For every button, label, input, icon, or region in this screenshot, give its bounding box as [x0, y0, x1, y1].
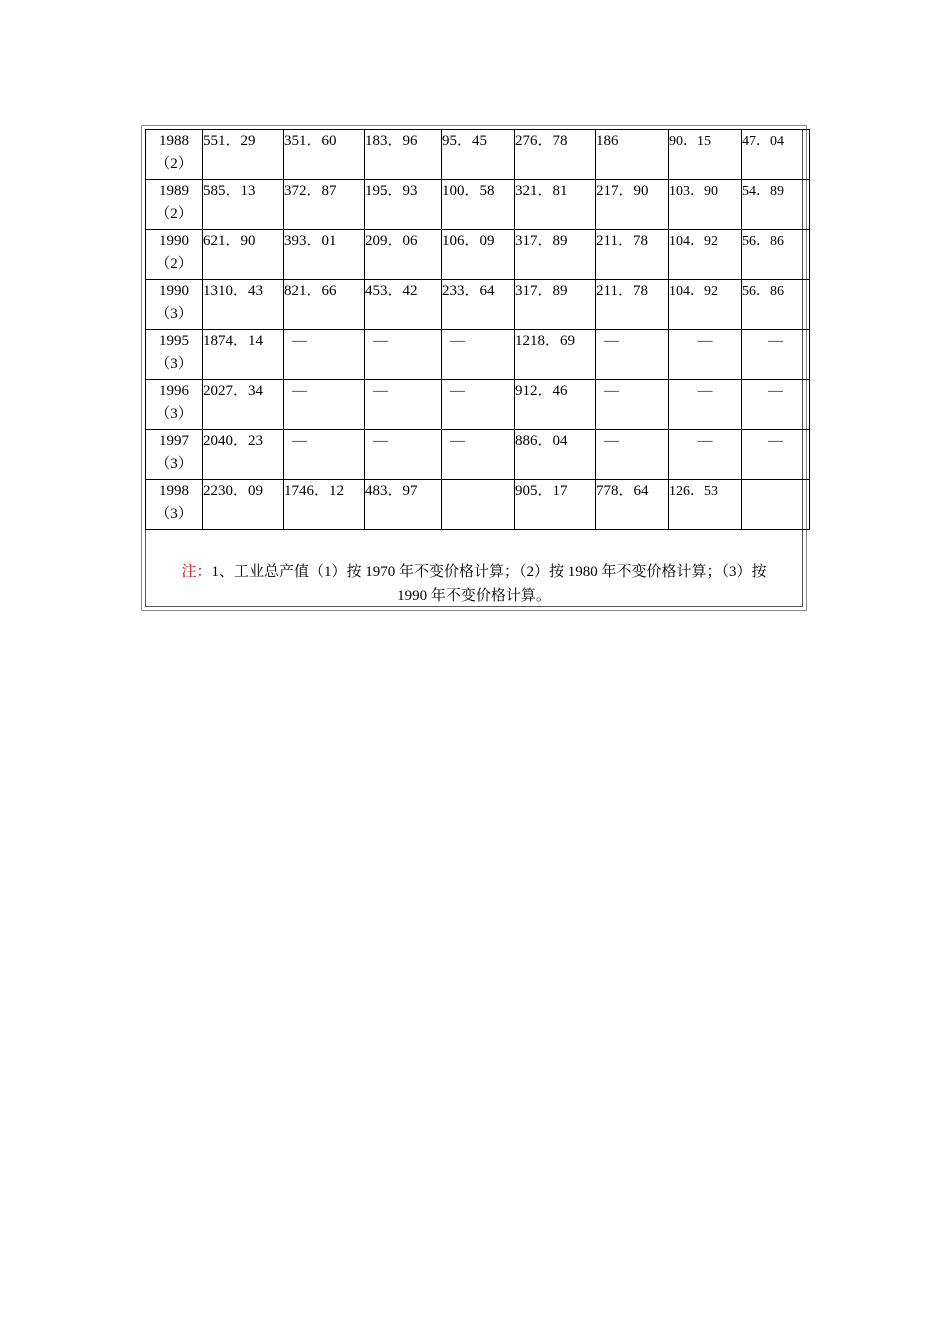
value-cell-col2 [284, 230, 365, 280]
cell-value: 551．29 [203, 133, 256, 149]
cell-value: 211．78 [596, 283, 648, 299]
value-cell-col5 [515, 430, 596, 480]
price-basis: （2） [155, 206, 193, 222]
table-row [146, 380, 810, 430]
footnote-label: 注： [181, 564, 212, 580]
cell-value: — [292, 433, 307, 449]
price-basis: （3） [155, 406, 193, 422]
value-cell-col6 [596, 280, 669, 330]
cell-value: 1746．12 [284, 483, 345, 499]
table-row [146, 280, 810, 330]
year-value: 1996 [159, 383, 189, 399]
cell-value: 183．96 [365, 133, 418, 149]
value-cell-col3 [365, 180, 442, 230]
year-cell [146, 380, 203, 430]
value-cell-col6 [596, 430, 669, 480]
value-cell-col6 [596, 230, 669, 280]
cell-value: 621．90 [203, 233, 256, 249]
cell-value: — [373, 383, 388, 399]
cell-value: 95．45 [442, 133, 488, 149]
cell-value: — [768, 333, 783, 349]
value-cell-col8 [742, 480, 810, 530]
value-cell-col7 [669, 380, 742, 430]
value-cell-col1 [203, 330, 284, 380]
table-inner [145, 129, 803, 607]
cell-value: 217．90 [596, 183, 649, 199]
footnote-line-2: 1990 年不变价格计算。 [397, 588, 551, 604]
year-value: 1989 [159, 183, 189, 199]
year-cell [146, 280, 203, 330]
value-cell-col4 [442, 330, 515, 380]
value-cell-col1 [203, 230, 284, 280]
value-cell-col2 [284, 130, 365, 180]
value-cell-col2 [284, 280, 365, 330]
value-cell-col2 [284, 380, 365, 430]
cell-value: 90．15 [669, 134, 711, 149]
cell-value: 104．92 [669, 284, 718, 299]
cell-value: 195．93 [365, 183, 418, 199]
value-cell-col1 [203, 180, 284, 230]
table-frame [141, 125, 807, 611]
value-cell-col7 [669, 430, 742, 480]
data-table [145, 129, 810, 530]
value-cell-col4 [442, 430, 515, 480]
value-cell-col2 [284, 480, 365, 530]
value-cell-col6 [596, 380, 669, 430]
value-cell-col3 [365, 130, 442, 180]
cell-value: 1218．69 [515, 333, 576, 349]
cell-value: 1310．43 [203, 283, 264, 299]
value-cell-col5 [515, 180, 596, 230]
value-cell-col4 [442, 230, 515, 280]
cell-value: 2230．09 [203, 483, 264, 499]
cell-value: 483．97 [365, 483, 418, 499]
value-cell-col1 [203, 480, 284, 530]
cell-value: 351．60 [284, 133, 337, 149]
cell-value: 56．86 [742, 234, 784, 249]
value-cell-col5 [515, 330, 596, 380]
value-cell-col5 [515, 380, 596, 430]
cell-value: — [697, 333, 713, 349]
cell-value: — [450, 333, 465, 349]
year-cell [146, 180, 203, 230]
value-cell-col3 [365, 280, 442, 330]
cell-value: — [373, 333, 388, 349]
table-row [146, 180, 810, 230]
value-cell-col3 [365, 430, 442, 480]
cell-value: 126．53 [669, 484, 718, 499]
cell-value: — [604, 383, 619, 399]
cell-value: 886．04 [515, 433, 568, 449]
value-cell-col1 [203, 430, 284, 480]
cell-value: 209．06 [365, 233, 418, 249]
cell-value: 372．87 [284, 183, 337, 199]
value-cell-col4 [442, 380, 515, 430]
value-cell-col3 [365, 330, 442, 380]
cell-value: 778．64 [596, 483, 649, 499]
price-basis: （2） [155, 256, 193, 272]
value-cell-col3 [365, 480, 442, 530]
value-cell-col7 [669, 280, 742, 330]
cell-value: — [373, 433, 388, 449]
cell-value: 103．90 [669, 184, 718, 199]
year-cell [146, 130, 203, 180]
value-cell-col5 [515, 480, 596, 530]
cell-value: — [292, 333, 307, 349]
cell-value: 453．42 [365, 283, 418, 299]
price-basis: （2） [155, 156, 193, 172]
value-cell-col8 [742, 380, 810, 430]
price-basis: （3） [155, 356, 193, 372]
value-cell-col3 [365, 230, 442, 280]
value-cell-col8 [742, 230, 810, 280]
value-cell-col5 [515, 230, 596, 280]
value-cell-col8 [742, 130, 810, 180]
footnote-text-1: 1、工业总产值（1）按 1970 年不变价格计算；（2）按 1980 年不变价格计算；（3）按 [211, 564, 767, 580]
cell-value: — [768, 383, 783, 399]
table-row [146, 430, 810, 480]
year-value: 1995 [159, 333, 189, 349]
value-cell-col1 [203, 380, 284, 430]
table-row [146, 480, 810, 530]
footnote [146, 560, 802, 608]
cell-value [742, 480, 809, 482]
cell-value: 912．46 [515, 383, 568, 399]
cell-value: 56．86 [742, 284, 784, 299]
cell-value: 100．58 [442, 183, 495, 199]
value-cell-col7 [669, 230, 742, 280]
value-cell-col2 [284, 180, 365, 230]
cell-value: — [697, 433, 713, 449]
year-value: 1990 [159, 233, 189, 249]
cell-value: 905．17 [515, 483, 568, 499]
value-cell-col4 [442, 130, 515, 180]
cell-value: — [450, 383, 465, 399]
value-cell-col4 [442, 480, 515, 530]
value-cell-col5 [515, 280, 596, 330]
value-cell-col8 [742, 180, 810, 230]
year-cell [146, 430, 203, 480]
value-cell-col6 [596, 130, 669, 180]
value-cell-col8 [742, 330, 810, 380]
footnote-line-1 [146, 560, 802, 584]
value-cell-col7 [669, 130, 742, 180]
cell-value: 106．09 [442, 233, 495, 249]
year-value: 1990 [159, 283, 189, 299]
cell-value: 186 [596, 133, 619, 149]
cell-value: 321．81 [515, 183, 568, 199]
year-cell [146, 230, 203, 280]
cell-value: 2027．34 [203, 383, 264, 399]
cell-value: 211．78 [596, 233, 648, 249]
cell-value: 585．13 [203, 183, 256, 199]
cell-value: — [604, 433, 619, 449]
value-cell-col1 [203, 280, 284, 330]
value-cell-col6 [596, 480, 669, 530]
cell-value: — [292, 383, 307, 399]
cell-value: 47．04 [742, 134, 784, 149]
cell-value: 1874．14 [203, 333, 264, 349]
year-cell [146, 480, 203, 530]
cell-value: — [604, 333, 619, 349]
value-cell-col4 [442, 280, 515, 330]
table-row [146, 330, 810, 380]
cell-value: 317．89 [515, 283, 568, 299]
cell-value: — [450, 433, 465, 449]
cell-value: 233．64 [442, 283, 495, 299]
cell-value: 104．92 [669, 234, 718, 249]
year-value: 1988 [159, 133, 189, 149]
cell-value: 317．89 [515, 233, 568, 249]
value-cell-col4 [442, 180, 515, 230]
cell-value: 276．78 [515, 133, 568, 149]
year-cell [146, 330, 203, 380]
value-cell-col6 [596, 330, 669, 380]
price-basis: （3） [155, 456, 193, 472]
table-body [146, 130, 810, 530]
table-row [146, 230, 810, 280]
value-cell-col2 [284, 430, 365, 480]
value-cell-col3 [365, 380, 442, 430]
table-row [146, 130, 810, 180]
cell-value: — [768, 433, 783, 449]
value-cell-col7 [669, 480, 742, 530]
value-cell-col1 [203, 130, 284, 180]
value-cell-col5 [515, 130, 596, 180]
value-cell-col8 [742, 430, 810, 480]
cell-value: 2040．23 [203, 433, 264, 449]
cell-value: 393．01 [284, 233, 337, 249]
value-cell-col2 [284, 330, 365, 380]
cell-value: 54．89 [742, 184, 784, 199]
year-value: 1998 [159, 483, 189, 499]
year-value: 1997 [159, 433, 189, 449]
value-cell-col7 [669, 330, 742, 380]
cell-value: — [697, 383, 713, 399]
value-cell-col7 [669, 180, 742, 230]
value-cell-col6 [596, 180, 669, 230]
price-basis: （3） [155, 306, 193, 322]
price-basis: （3） [155, 506, 193, 522]
value-cell-col8 [742, 280, 810, 330]
cell-value: 821．66 [284, 283, 337, 299]
